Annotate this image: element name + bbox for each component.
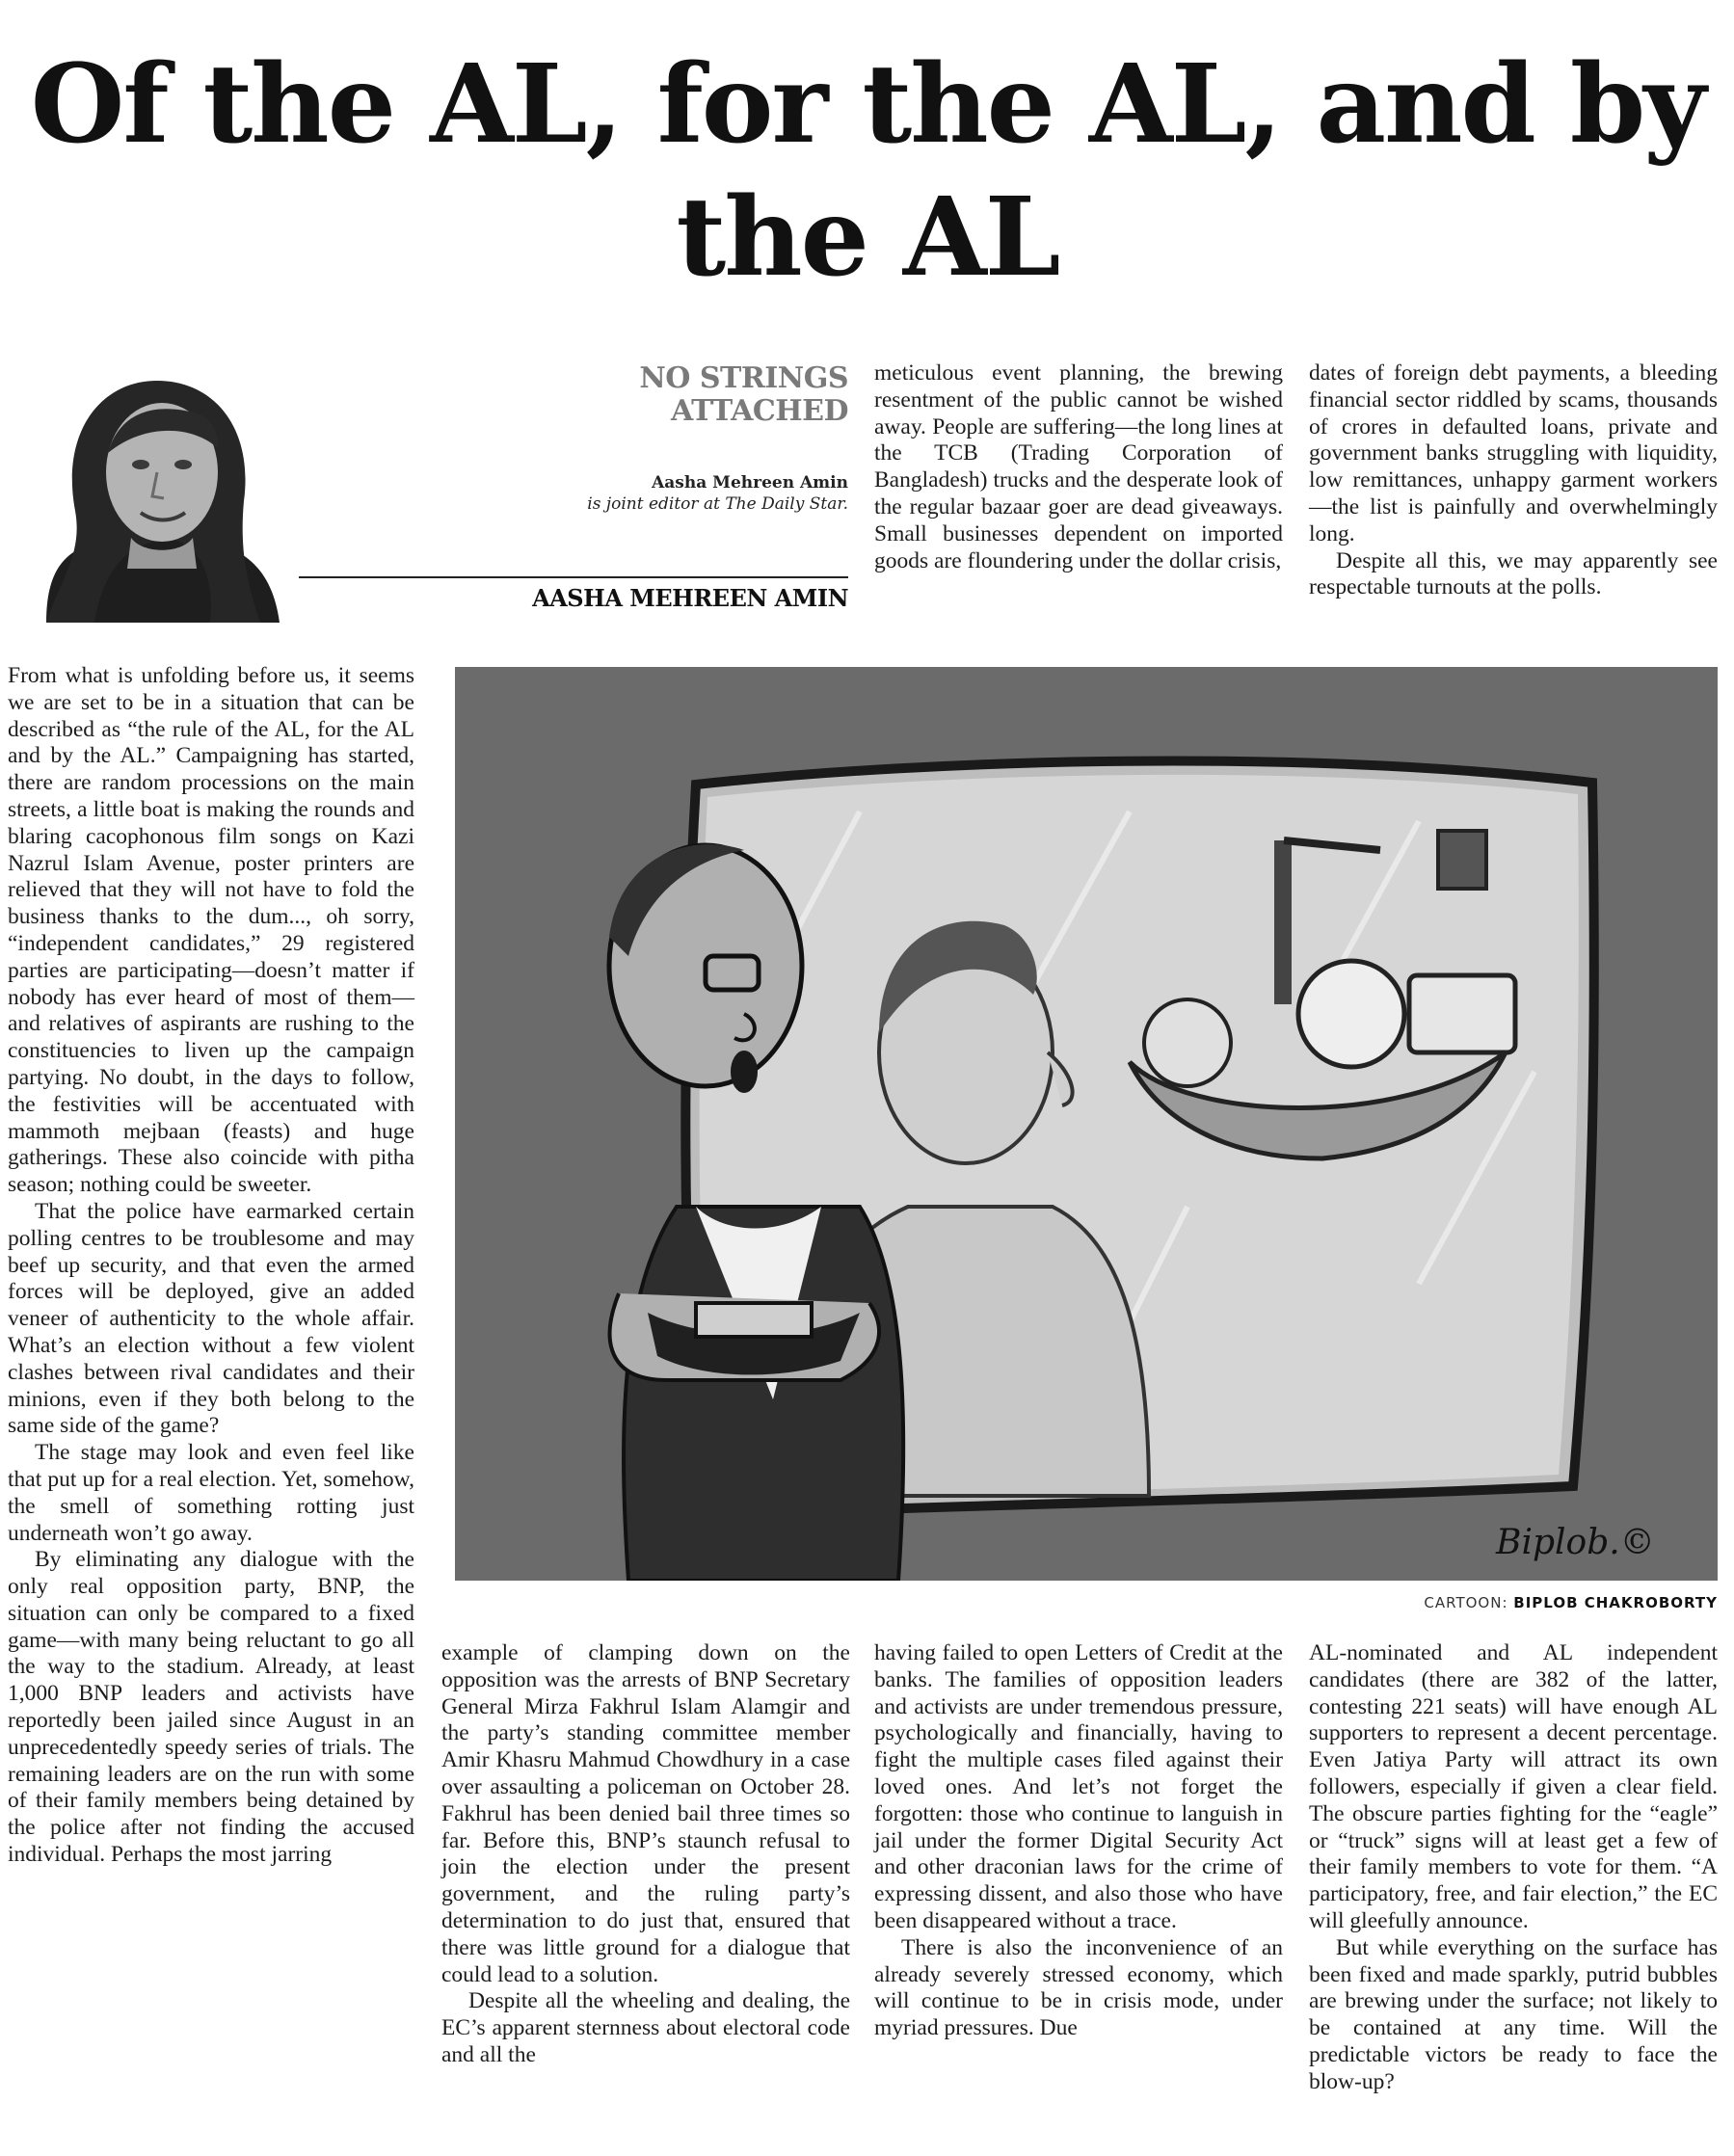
- column-4-bottom: [1309, 1640, 1718, 2096]
- column-name: NO STRINGS ATTACHED: [639, 361, 848, 428]
- cartoon: [455, 667, 1718, 1581]
- paragraph: There is also the inconvenience of an already severely stressed economy, which will continue to be in crisis mode, under myriad pressures. Due: [874, 1934, 1283, 2041]
- cartoon-credit: [1253, 1594, 1718, 1611]
- paragraph: dates of foreign debt payments, a bleeding financial sector riddled by scams, thousands of crores in defaulted loans, private and government banks struggling with liquidity, low remittances, unhappy garment workers—the list is painfully and overwhelmingly long.: [1309, 360, 1718, 546]
- paragraph: example of clamping down on the opposition was the arrests of BNP Secretary General Mirza Fakhrul Islam Alamgir and the party’s standing committee member Amir Khasru Mahmud Chowdhury in a case over assaulting a policeman on October 28. Fakhrul has been denied bail three times so far. Before this, BNP’s staunch refusal to join the election under the present government, and the ruling party’s determination to do just that, ensured that there was little ground for a dialogue that could lead to a solution.: [441, 1640, 850, 1987]
- column-1: [8, 663, 414, 1869]
- cartoon-illustration: [455, 667, 1718, 1581]
- credit-label: CARTOON:: [1424, 1594, 1508, 1611]
- cartoon-signature: Biplob.©: [1496, 1523, 1655, 1562]
- author-info: [520, 472, 848, 515]
- column-3-bottom: [874, 1640, 1283, 2042]
- paragraph: meticulous event planning, the brewing resentment of the public cannot be wished away. People are suffering—the long lines at the TCB (Trading Corporation of Bangladesh) trucks and the desperate look of the regular bazaar goer are dead giveaways. Small businesses dependent on imported goods are floundering under the dollar crisis,: [874, 360, 1283, 573]
- paragraph: The stage may look and even feel like that put up for a real election. Yet, somehow, the smell of something rotting just underneath won’t go away.: [8, 1440, 414, 1546]
- column-2-top: [874, 360, 1283, 574]
- byline-rule: [299, 576, 848, 578]
- column-2-bottom: [441, 1640, 850, 2069]
- credit-name: BIPLOB CHAKROBORTY: [1513, 1594, 1718, 1611]
- byline: AASHA MEHREEN AMIN: [532, 584, 848, 612]
- paragraph: AL-nominated and AL independent candidates (there are 382 of the latter, contesting 221 seats) will have enough AL supporters to represent a decent percentage. Even Jatiya Party will attract its own followers, especially if given a clear field. The obscure parties fighting for the “eagle” or “truck” signs will at least get a few of their family members to vote for them. “A participatory, free, and fair election,” the EC will gleefully announce.: [1309, 1640, 1718, 1933]
- author-description: is joint editor at The Daily Star.: [587, 494, 848, 514]
- headline: Of the AL, for the AL, and by the AL: [30, 41, 1705, 301]
- author-photo: [8, 347, 299, 623]
- paragraph: But while everything on the surface has been fixed and made sparkly, putrid bubbles are brewing under the surface; not likely to be contained at any time. Will the predictable victors be ready to face the blow-up?: [1309, 1934, 1718, 2094]
- author-name: Aasha Mehreen Amin: [652, 473, 848, 492]
- paragraph: having failed to open Letters of Credit at the banks. The families of opposition leaders and activists are under tremendous pressure, psychologically and financially, having to fight the multiple cases filed against their loved ones. And let’s not forget the forgotten: those who continue to languish in jail under the former Digital Security Act and other draconian laws for the crime of expressing dissent, and also those who have been disappeared without a trace.: [874, 1640, 1283, 1933]
- paragraph: By eliminating any dialogue with the only real opposition party, BNP, the situation can only be compared to a fixed game—with many being reluctant to go all the way to the stadium. Already, at least 1,000 BNP leaders and activists have reportedly been jailed since August in an unprecedentedly speedy series of trials. The remaining leaders are on the run with some of their family members being detained by the police after not finding the accused individual. Perhaps the most jarring: [8, 1547, 414, 1868]
- paragraph: That the police have earmarked certain polling centres to be troublesome and may beef up security, and that even the armed forces will be deployed, give an added veneer of authenticity to the whole affair. What’s an election without a few violent clashes between rival candidates and their minions, even if they both belong to the same side of the game?: [8, 1198, 414, 1439]
- paragraph: Despite all the wheeling and dealing, the EC’s apparent sternness about electoral code and all the: [441, 1988, 850, 2067]
- paragraph: From what is unfolding before us, it seems we are set to be in a situation that can be described as “the rule of the AL, for the AL and by the AL.” Campaigning has started, there are random processions on the main streets, a little boat is making the rounds and blaring cacophonous film songs on Kazi Nazrul Islam Avenue, poster printers are relieved that they will not have to fold the business thanks to the dum..., oh sorry, “independent candidates,” 29 registered parties are participating—doesn’t matter if nobody has ever heard of most of them—and relatives of aspirants are rushing to the constituencies to liven up the campaign partying. No doubt, in the days to follow, the festivities will be accentuated with mammoth mejbaan (feasts) and huge gatherings. These also coincide with pitha season; nothing could be sweeter.: [8, 663, 414, 1198]
- column-3-top: [1309, 360, 1718, 601]
- paragraph: Despite all this, we may apparently see respectable turnouts at the polls.: [1309, 547, 1718, 600]
- author-portrait-image: [8, 347, 299, 623]
